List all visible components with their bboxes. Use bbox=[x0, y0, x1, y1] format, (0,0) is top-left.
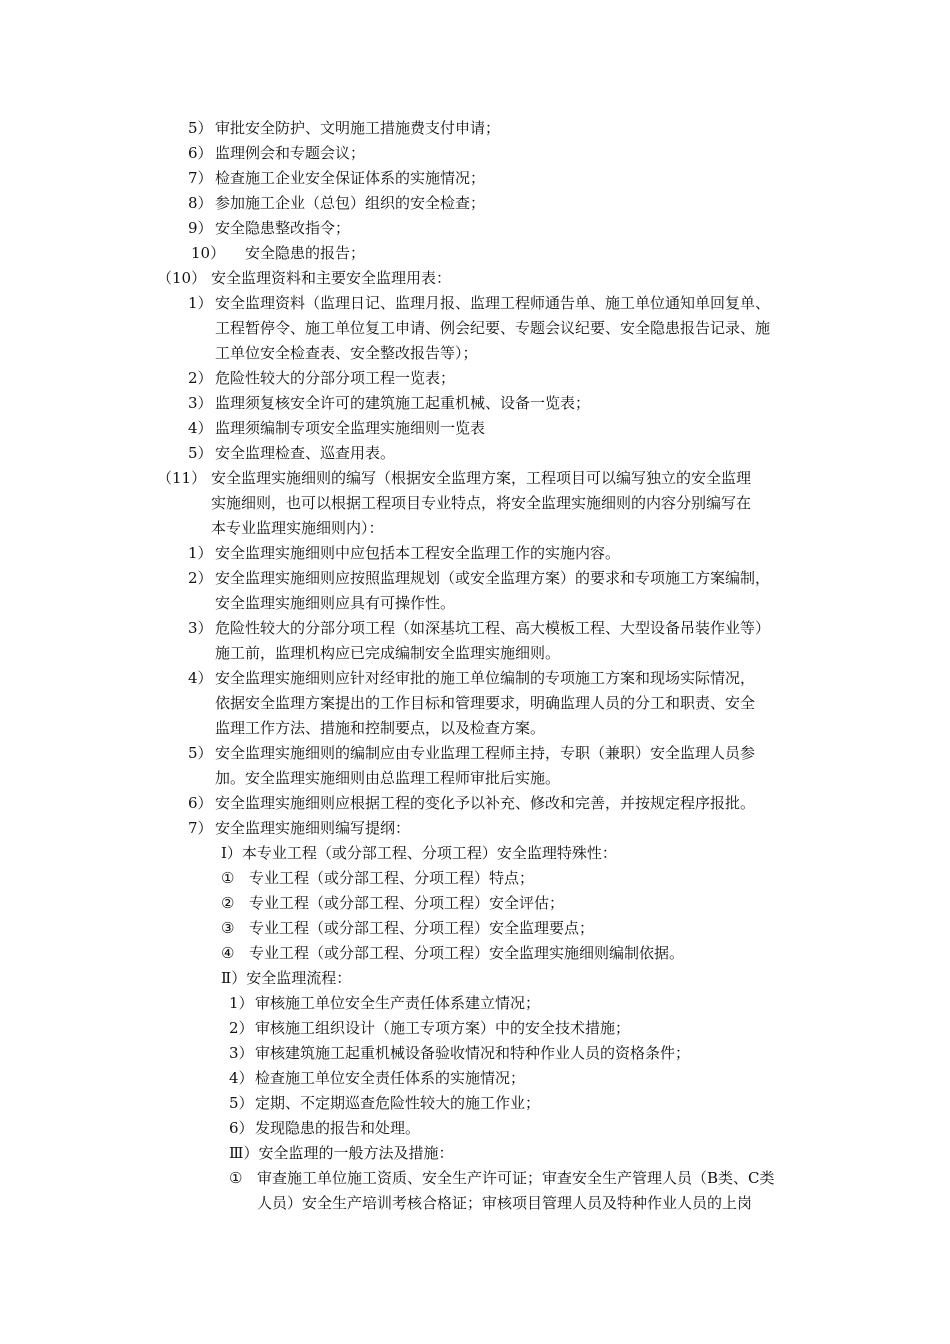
item-text: 安全监理实施细则编写提纲： bbox=[215, 819, 411, 837]
item-text-continued: 工程暂停令、施工单位复工申请、例会纪要、专题会议纪要、安全隐患报告记录、施 bbox=[215, 319, 771, 337]
section-heading-continued: 实施细则，也可以根据工程项目专业特点，将安全监理实施细则的内容分别编写在 bbox=[211, 494, 752, 512]
item-text-continued: 监理工作方法、措施和控制要点，以及检查方案。 bbox=[215, 719, 546, 737]
item-text: 审核施工组织设计（施工专项方案）中的安全技术措施； bbox=[255, 1019, 631, 1037]
item-number: 4） bbox=[188, 669, 213, 687]
item-number: 5） bbox=[188, 444, 213, 462]
item-text: 安全监理资料（监理日记、监理月报、监理工程师通告单、施工单位通知单回复单、 bbox=[215, 294, 771, 312]
circled-number: ② bbox=[221, 894, 235, 912]
item-text: 安全隐患整改指令； bbox=[215, 219, 351, 237]
item-number: 2） bbox=[188, 569, 213, 587]
item-text-continued: 施工前，监理机构应已完成编制安全监理实施细则。 bbox=[215, 644, 561, 662]
item-text: 检查施工企业安全保证体系的实施情况； bbox=[215, 169, 486, 187]
section-heading: 安全监理实施细则的编写（根据安全监理方案，工程项目可以编写独立的安全监理 bbox=[211, 469, 752, 487]
section-number: （10） bbox=[157, 269, 207, 287]
section-heading: 安全监理资料和主要安全监理用表： bbox=[211, 269, 452, 287]
item-number: 1） bbox=[188, 294, 213, 312]
item-number: 6） bbox=[229, 1119, 254, 1137]
item-text: 审查施工单位施工资质、安全生产许可证；审查安全生产管理人员（B类、C类 bbox=[257, 1169, 775, 1187]
item-number: 1） bbox=[188, 544, 213, 562]
item-number: 6） bbox=[188, 794, 213, 812]
item-text-continued: 安全监理实施细则应具有可操作性。 bbox=[215, 594, 456, 612]
section-heading-continued: 本专业监理实施细则内）： bbox=[211, 519, 384, 537]
item-text: 安全隐患的报告； bbox=[245, 244, 366, 262]
item-text: 监理例会和专题会议； bbox=[215, 144, 366, 162]
item-text: 检查施工单位安全责任体系的实施情况； bbox=[255, 1069, 526, 1087]
subsection-heading: Ⅱ）安全监理流程： bbox=[221, 969, 352, 987]
item-text: 专业工程（或分部工程、分项工程）特点； bbox=[249, 869, 535, 887]
circled-number: ④ bbox=[221, 944, 235, 962]
item-text: 监理须复核安全许可的建筑施工起重机械、设备一览表； bbox=[215, 394, 591, 412]
item-text: 危险性较大的分部分项工程一览表； bbox=[215, 369, 456, 387]
section-number: （11） bbox=[157, 469, 207, 487]
item-text: 定期、不定期巡查危险性较大的施工作业； bbox=[255, 1094, 541, 1112]
item-text: 专业工程（或分部工程、分项工程）安全监理要点； bbox=[249, 919, 595, 937]
item-number: 5） bbox=[188, 119, 213, 137]
circled-number: ① bbox=[229, 1169, 243, 1187]
item-text-continued: 人员）安全生产培训考核合格证；审核项目管理人员及特种作业人员的上岗 bbox=[257, 1194, 753, 1212]
item-number: 4） bbox=[188, 419, 213, 437]
item-number: 3） bbox=[229, 1044, 254, 1062]
item-number: 6） bbox=[188, 144, 213, 162]
item-number: 2） bbox=[229, 1019, 254, 1037]
circled-number: ① bbox=[221, 869, 235, 887]
item-text: 安全监理实施细则的编制应由专业监理工程师主持，专职（兼职）安全监理人员参 bbox=[215, 744, 756, 762]
item-text: 审批安全防护、文明施工措施费支付申请； bbox=[215, 119, 501, 137]
item-number: 10） bbox=[191, 244, 226, 262]
item-number: 8） bbox=[188, 194, 213, 212]
item-text: 发现隐患的报告和处理。 bbox=[255, 1119, 421, 1137]
item-number: 4） bbox=[229, 1069, 254, 1087]
item-text: 监理须编制专项安全监理实施细则一览表 bbox=[215, 419, 486, 437]
item-text: 审核施工单位安全生产责任体系建立情况； bbox=[255, 994, 541, 1012]
item-text: 安全监理检查、巡查用表。 bbox=[215, 444, 396, 462]
item-number: 3） bbox=[188, 619, 213, 637]
item-text: 安全监理实施细则应针对经审批的施工单位编制的专项施工方案和现场实际情况， bbox=[215, 669, 756, 687]
subsection-heading: Ⅲ）安全监理的一般方法及措施： bbox=[229, 1144, 454, 1162]
item-number: 7） bbox=[188, 819, 213, 837]
item-text: 危险性较大的分部分项工程（如深基坑工程、高大模板工程、大型设备吊装作业等） bbox=[215, 619, 771, 637]
item-text: 参加施工企业（总包）组织的安全检查； bbox=[215, 194, 486, 212]
item-text: 安全监理实施细则应按照监理规划（或安全监理方案）的要求和专项施工方案编制， bbox=[215, 569, 771, 587]
item-text: 专业工程（或分部工程、分项工程）安全监理实施细则编制依据。 bbox=[249, 944, 685, 962]
item-text-continued: 依据安全监理方案提出的工作目标和管理要求，明确监理人员的分工和职责、安全 bbox=[215, 694, 756, 712]
circled-number: ③ bbox=[221, 919, 235, 937]
item-number: 7） bbox=[188, 169, 213, 187]
item-text: 安全监理实施细则中应包括本工程安全监理工作的实施内容。 bbox=[215, 544, 621, 562]
item-text: 审核建筑施工起重机械设备验收情况和特种作业人员的资格条件； bbox=[255, 1044, 691, 1062]
item-text: 安全监理实施细则应根据工程的变化予以补充、修改和完善，并按规定程序报批。 bbox=[215, 794, 756, 812]
item-number: 1） bbox=[229, 994, 254, 1012]
item-text: 专业工程（或分部工程、分项工程）安全评估； bbox=[249, 894, 565, 912]
item-number: 9） bbox=[188, 219, 213, 237]
subsection-heading: Ⅰ）本专业工程（或分部工程、分项工程）安全监理特殊性： bbox=[221, 844, 617, 862]
item-number: 5） bbox=[188, 744, 213, 762]
item-text-continued: 工单位安全检查表、安全整改报告等）； bbox=[215, 344, 478, 362]
item-number: 3） bbox=[188, 394, 213, 412]
item-text-continued: 加。安全监理实施细则由总监理工程师审批后实施。 bbox=[215, 769, 561, 787]
item-number: 2） bbox=[188, 369, 213, 387]
item-number: 5） bbox=[229, 1094, 254, 1112]
